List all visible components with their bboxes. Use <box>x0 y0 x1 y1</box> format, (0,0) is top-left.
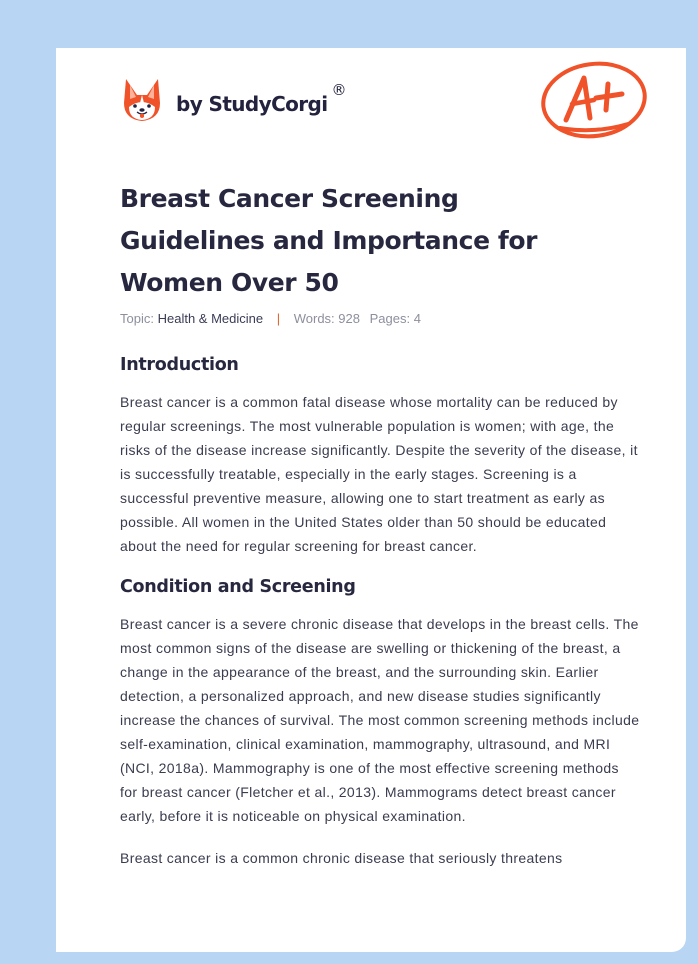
meta-separator: | <box>276 311 281 326</box>
section-heading-condition-and-screening: Condition and Screening <box>120 577 356 597</box>
corgi-head-icon <box>122 77 162 123</box>
section-paragraph: Breast cancer is a common fatal disease whose mortality can be reduced by regular screenings. The most vulnerable population is women; with age, the risks of the disease increase significantly. Despite the severity of the disease, it is successfully treatable, especially in the early stages. Screening is a successful preventive measure, allowing one to start treatment as early as possible. All women in the United States older than 50 should be educated about the need for regular screening for breast cancer. <box>120 394 638 554</box>
section-heading-introduction: Introduction <box>120 355 239 375</box>
document-meta <box>120 311 421 326</box>
document-card <box>56 48 686 952</box>
section-paragraph: Breast cancer is a severe chronic disease that develops in the breast cells. The most common signs of the disease are swelling or thickening of the breast, a change in the appearance of the breast, and the surrounding skin. Earlier detection, a personalized approach, and new disease studies significantly increase the chances of survival. The most common screening methods include self-examination, clinical examination, mammography, ultrasound, and MRI (NCI, 2018a). Mammography is one of the most effective screening methods for breast cancer (Fletcher et al., 2013). Mammograms detect breast cancer early, before it is noticeable on physical examination. <box>120 616 640 824</box>
registered-mark: ® <box>331 81 347 99</box>
document-title: Breast Cancer Screening Guidelines and Importance for Women Over 50 <box>120 184 538 297</box>
topic-label: Topic: <box>120 311 154 326</box>
word-count: Words: 928 <box>293 311 360 326</box>
page-count: Pages: 4 <box>369 311 421 326</box>
document-body <box>120 353 640 870</box>
studycorgi-logo[interactable] <box>122 76 347 124</box>
topic-link[interactable]: Health & Medicine <box>157 311 264 326</box>
a-plus-circle-icon <box>538 58 650 147</box>
section-paragraph: Breast cancer is a common chronic disease that seriously threatens <box>120 850 563 866</box>
brand-name: by StudyCorgi <box>176 92 328 116</box>
